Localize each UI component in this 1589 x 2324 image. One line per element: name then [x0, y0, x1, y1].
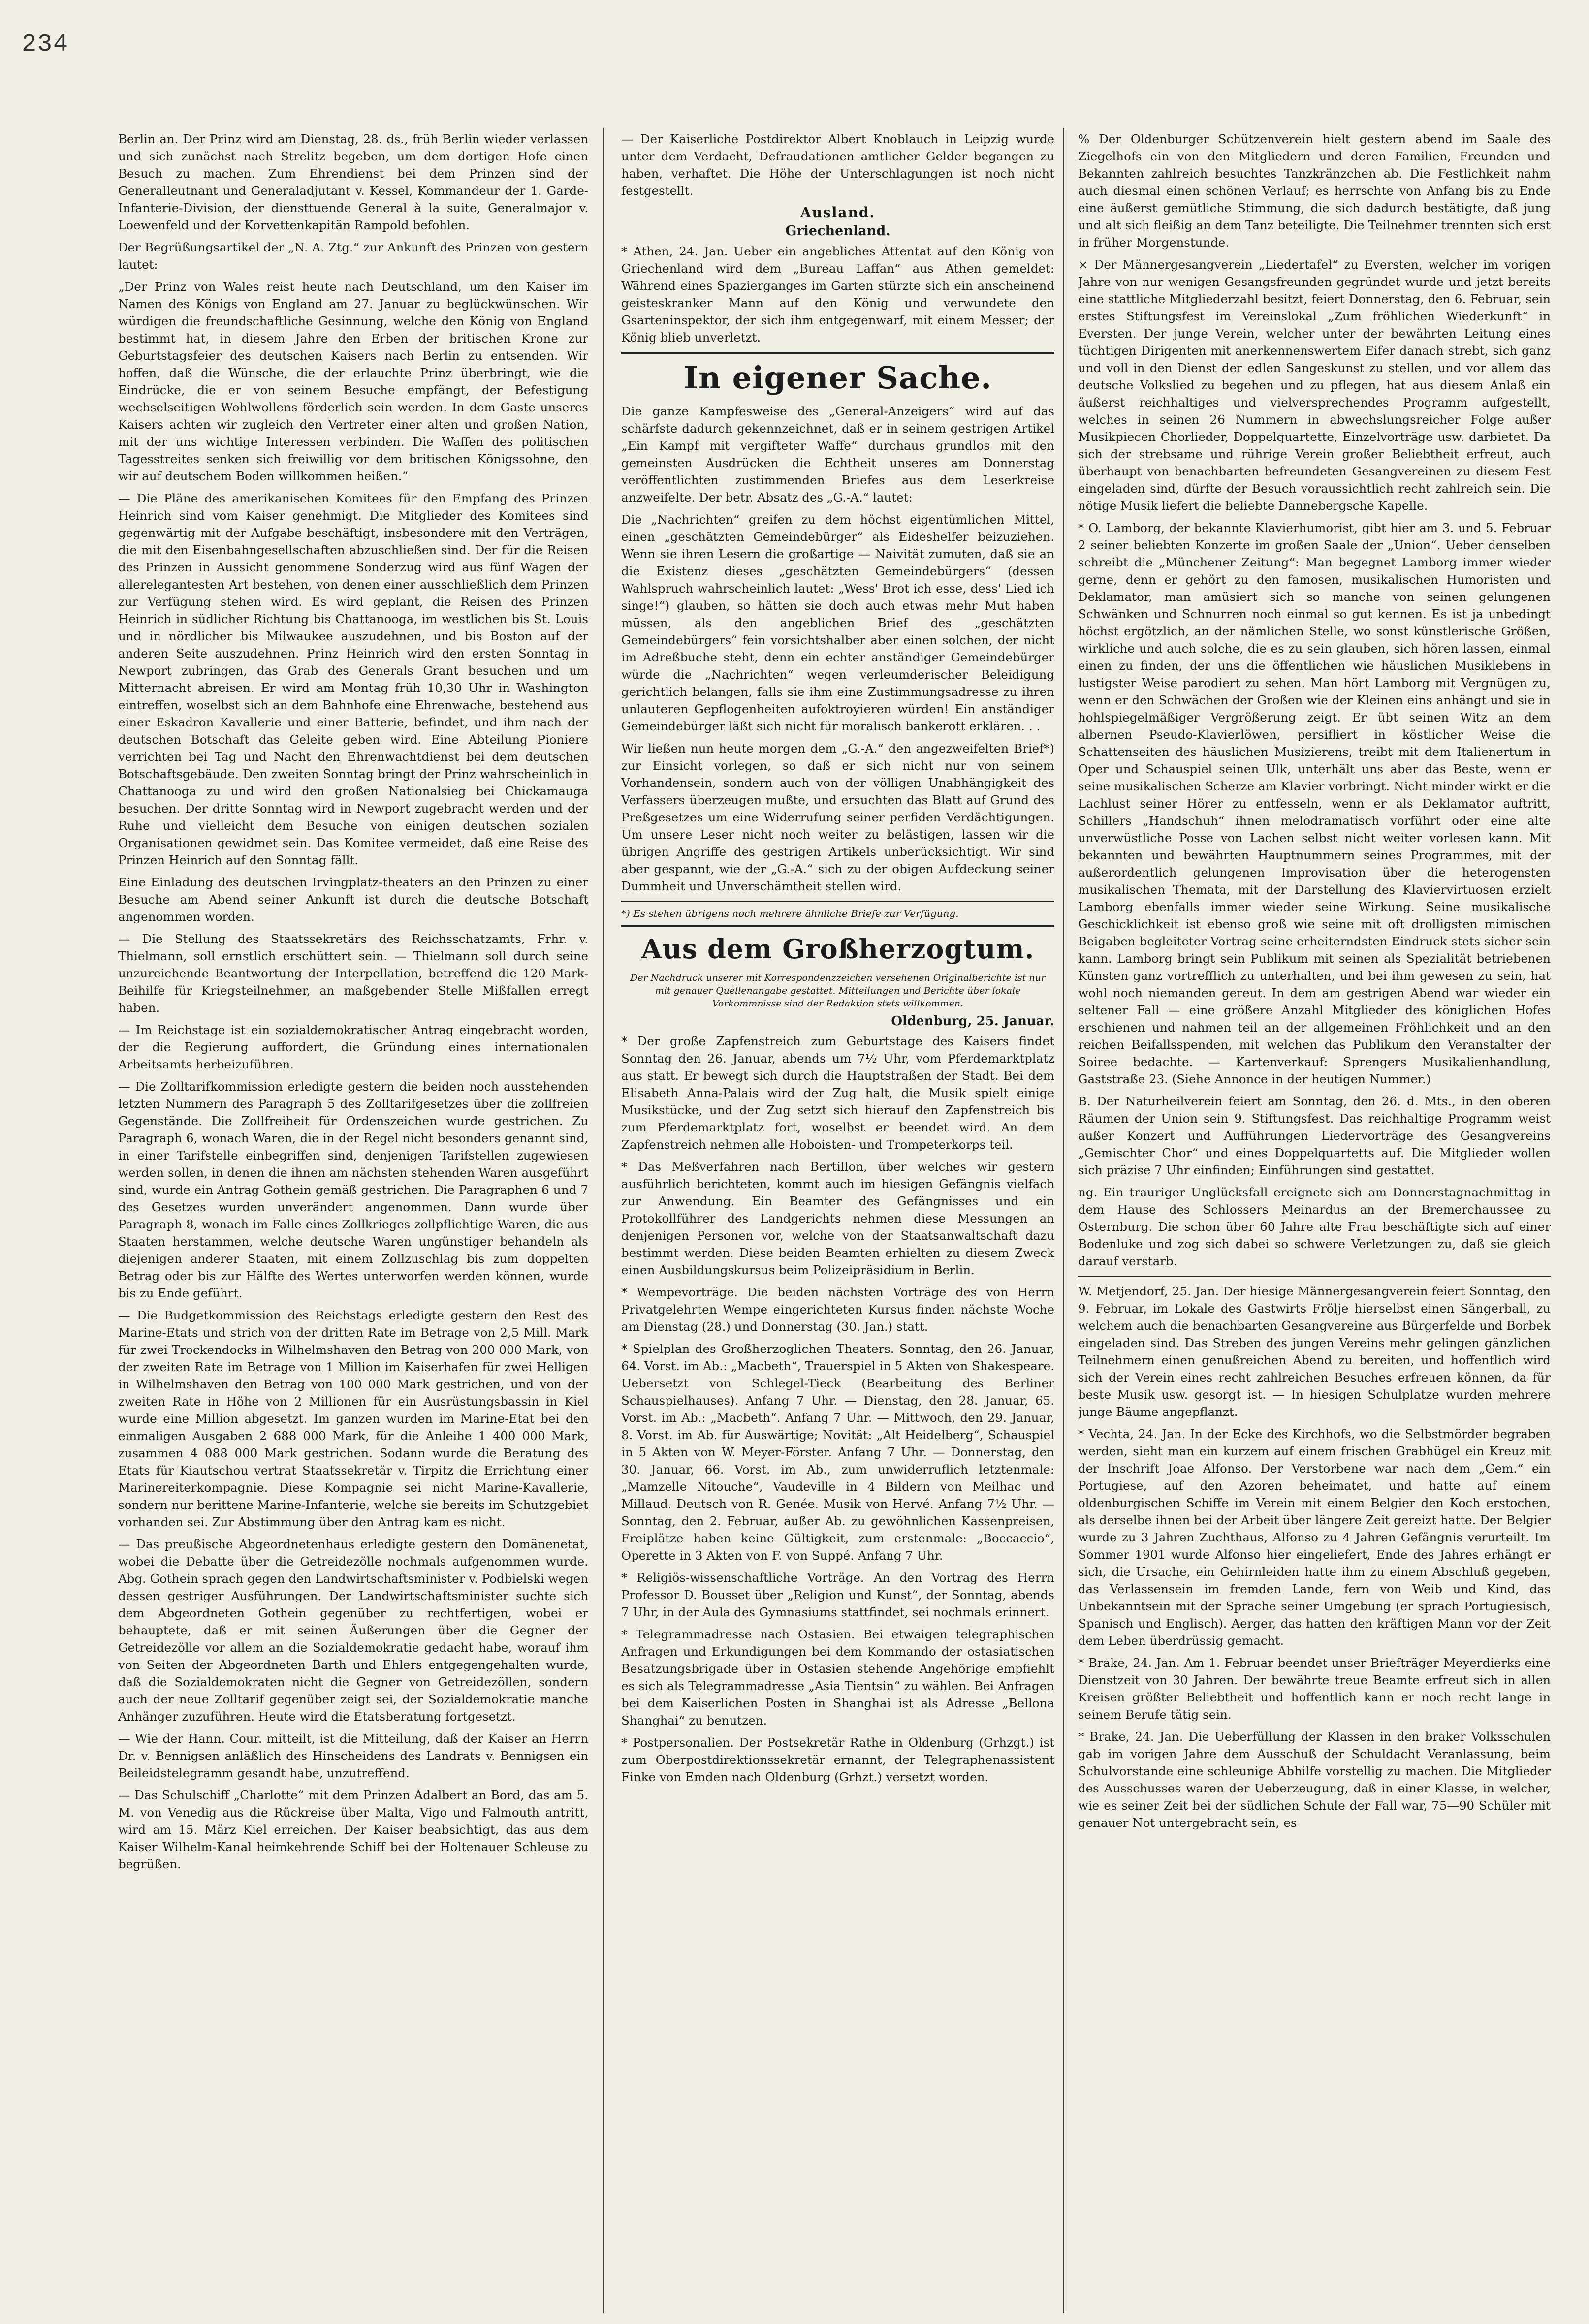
article-paragraph: — Das preußische Abgeordnetenhaus erledigte gestern den Domänenetat, wobei die Debatte über die Getreidezölle nochmals aufgenommen wurde. Abg. Gothein sprach gegen den Landwirtschaftsminister v. Podbielski wegen dessen gestriger Ausführungen. Der Landwirtschaftsminister suchte sich dem Abgeordneten Gothein gegenüber zu rechtfertigen, wobei er behauptete, daß er mit seinen Äußerungen über die Gegner der Getreidezölle vor allem an die Sozialdemokratie gedacht habe, worauf ihm von Seiten der Abgeordneten Barth und Ehlers entgegengehalten wurde, daß die Sozialdemokraten nicht die Gegner von Getreidezöllen, sondern auch der neue Zolltarif gegenüber zeigt sei, der Sozialdemokratie manche Anhänger zuzuführen. Heute wird die Etatsberatung fortgesetzt. — [118, 1537, 588, 1724]
column-rule — [603, 128, 604, 2313]
divider — [1078, 1276, 1551, 1277]
divider — [621, 901, 1054, 902]
article-paragraph: × Der Männergesangverein „Liedertafel“ zu Eversten, welcher im vorigen Jahre von nur wenigen Gesangsfreunden gegründet wurde und jetzt bereits eine stattliche Mitgliederzahl besitzt, feiert Donnerstag, den 6. Februar, sein erstes Stiftungsfest im Vereinslokal „Zum fröhlichen Wiederkunft“ in Eversten. Der junge Verein, welcher unter der bewährten Leitung eines tüchtigen Dirigenten mit anerkennenswertem Eifer danach strebt, sich ganz und voll in den Dienst der edlen Sangeskunst zu stellen, und vor allem das deutsche Volkslied zu begehen und zu pflegen, hat aus diesem Anlaß ein äußerst reichhaltiges und vielversprechendes Programm aufgestellt, welches in seinen 26 Nummern in abwechslungsreicher Folge außer Musikpiecen Chorlieder, Doppelquartette, Einzelvorträge usw. darbietet. Da sich der strebsame und rührige Verein großer Beliebtheit erfreut, auch überhaupt von benachbarten befreundeten Gesangvereinen zu diesem Fest eingeladen sind, dürfte der Besuch voraussichtlich recht zahlreich sein. Die nötige Musik liefert die beliebte Dannebergsche Kapelle. — [1078, 257, 1551, 513]
article-paragraph: * Vechta, 24. Jan. In der Ecke des Kirchhofs, wo die Selbstmörder begraben werden, sieht man ein kurzem auf einem frischen Grabhügel ein Kreuz mit der Inschrift Joae Alfonso. Der Verstorbene war nach dem „Gem.“ ein Portugiese, auf den Azoren beheimatet, und hatte auf einem oldenburgischen Schiffe im Verein mit einem Belgier den Koch erstochen, als derselbe ihnen bei der Arbeit über längere Zeit gereizt hatte. Der Belgier wurde zu 3 Jahren Zuchthaus, Alfonso zu 4 Jahren Gefängnis verurteilt. Im Sommer 1901 wurde Alfonso hier eingeliefert, Ende des Jahres erhängt er sich, die Ursache, ein Gehirnleiden hatte ihm zu einem Abschluß gegeben, das Verlassensein im fremden Lande, fern von Weib und Kind, das Unbekanntsein mit der Sprache seiner Umgebung (er sprach Portugiesisch, Spanisch und Englisch). Aerger, das hatten den kräftigen Mann vor der Zeit dem Leben überdrüssig gemacht. — [1078, 1427, 1551, 1648]
article-paragraph: * Wempevorträge. Die beiden nächsten Vorträge des von Herrn Privatgelehrten Wempe eingerichteten Kursus finden nächste Woche am Dienstag (28.) und Donnerstag (30. Jan.) statt. — [621, 1285, 1054, 1334]
article-paragraph: * O. Lamborg, der bekannte Klavierhumorist, gibt hier am 3. und 5. Februar 2 seiner beliebten Konzerte im großen Saale der „Union“. Ueber denselben schreibt die „Münchener Zeitung“: Man begegnet Lamborg immer wieder gerne, denn er gehört zu den famosen, musikalischen Humoristen und Deklamator, man amüsiert sich so manche von seinen gelungenen Schwänken und Schnurren noch einmal so gut kennen. Es ist ja unbedingt höchst ergötzlich, an der nämlichen Stelle, wo sonst künstlerische Größen, wirkliche und auch solche, die es zu sein glauben, sich hören lassen, einmal einen zu finden, der uns die öffentlichen wie häuslichen Musiklebens in lustigster Weise parodiert zu sehen. Man hört Lamborg mit Vergnügen zu, wenn er den Schwächen der Großen wie der Kleinen eins anhängt und sie in hohlspiegelmäßiger Vergrößerung zeigt. Er übt seinen Witz an dem albernen Pseudo-Klavierlöwen, persifliert in köstlicher Weise die Schattenseiten des häuslichen Musizierens, treibt mit dem Italienertum in Oper und Schauspiel seinen Ulk, unterhält uns aber das Beste, wenn er seine musikalischen Scherze am Klavier vorbringt. Nicht minder wirkt er die Lachlust seiner Hörer zu entfesseln, wenn er als Deklamator auftritt, Schillers „Handschuh“ ihnen melodramatisch vorführt oder eine alte unverwüstliche Posse von Lachen selbst nicht weiter vorlesen kann. Mit bekannten und bewährten Hauptnummern seines Programmes, mit der außerordentlich gelungenen Improvisation über die heterogensten musikalischen Themata, mit der Darstellung des Klaviervirtuosen erzielt Lamborg ebenfalls immer wieder seine Wirkung. Seine musikalische Geschicklichkeit ist ebenso groß wie seine mit oft drolligsten mimischen Beigaben begleiteter Vortrag seine erheiterndsten Eindruck stets sicher sein kann. Lamborg bringt sein Publikum mit seinen als Spezialität betriebenen Künsten ganz vortrefflich zu unterhalten, und bei ihm gewesen zu sein, hat wohl noch niemanden gereut. In dem am gestrigen Abend war wieder ein seltener Fall — eine größere Anzahl Mitglieder des königlichen Hofes erschienen und nahmen teil an der allgemeinen Fröhlichkeit und an den reichen Beifallsspenden, mit welchen das Publikum den Veranstalter der Soiree bedachte. — Kartenverkauf: Sprengers Musikalienhandlung, Gaststraße 23. (Siehe Annonce in der heutigen Nummer.) — [1078, 521, 1551, 1086]
article-paragraph: — Der Kaiserliche Postdirektor Albert Knoblauch in Leipzig wurde unter dem Verdacht, Defraudationen amtlicher Gelder begangen zu haben, verhaftet. Die Höhe der Unterschlagungen ist noch nicht festgestellt. — [621, 132, 1054, 198]
article-paragraph: „Der Prinz von Wales reist heute nach Deutschland, um den Kaiser im Namen des Königs von England am 27. Januar zu beglückwünschen. Wir würdigen die freundschaftliche Gesinnung, welche den König von England bestimmt hat, in diesem Jahre den Erben der britischen Krone zur Geburtstagsfeier des deutschen Kaisers nach Berlin zu entsenden. Wir hoffen, daß die Wünsche, die der erlauchte Prinz überbringt, wie die Eindrücke, die er von seinem Besuche empfängt, der Befestigung wechselseitigen Wohlwollens förderlich sein werden. In dem Gaste unseres Kaisers achten wir zugleich den Vertreter einer alten und großen Nation, mit der uns wichtige Interessen verbinden. Die Waffen des politischen Tagesstreites senken sich freiwillig vor dem britischen Königssohne, den wir auf deutschem Boden willkommen heißen.“ — [118, 280, 588, 483]
article-paragraph: Eine Einladung des deutschen Irvingplatz-theaters an den Prinzen zu einer Besuche am Abend seiner Ankunft ist durch die deutsche Botschaft angenommen worden. — [118, 875, 588, 924]
article-paragraph: — Das Schulschiff „Charlotte“ mit dem Prinzen Adalbert an Bord, das am 5. M. von Venedig aus die Rückreise über Malta, Vigo und Falmouth antritt, wird am 15. März Kiel erreichen. Der Kaiser beabsichtigt, das aus dem Kaiser Wilhelm-Kanal heimkehrende Schiff bei der Holtenauer Schleuse zu begrüßen. — [118, 1788, 588, 1871]
article-paragraph: Die ganze Kampfesweise des „General-Anzeigers“ wird auf das schärfste dadurch gekennzeichnet, daß er in seinem gestrigen Artikel „Ein Kampf mit vergifteter Waffe“ durchaus grundlos mit den gemeinsten Ausdrücken die Echtheit unseres am Donnerstag veröffentlichten zustimmenden Briefes aus dem Leserkreise anzweifelte. Der betr. Absatz des „G.-A.“ lautet: — [621, 404, 1054, 504]
article-paragraph: Der Begrüßungsartikel der „N. A. Ztg.“ zur Ankunft des Prinzen von gestern lautet: — [118, 240, 588, 272]
divider — [621, 352, 1054, 354]
article-paragraph: * Brake, 24. Jan. Am 1. Februar beendet unser Briefträger Meyerdierks eine Dienstzeit von 30 Jahren. Der bewährte treue Beamte erfreut sich in allen Kreisen größter Beliebtheit und hoffentlich kann er noch recht lange in seinem Berufe tätig sein. — [1078, 1656, 1551, 1722]
column-rule — [1063, 128, 1064, 2313]
article-paragraph: Berlin an. Der Prinz wird am Dienstag, 28. ds., früh Berlin wieder verlassen und sich zunächst nach Strelitz begeben, um dem dortigen Hofe einen Besuch zu machen. Zum Ehrendienst bei dem Prinzen sind der Generalleutnant und Generaladjutant v. Kessel, Kommandeur der 1. Garde-Infanterie-Division, der diensttuende General à la suite, Generalmajor v. Loewenfeld und der Korvettenkapitän Rampold befohlen. — [118, 132, 588, 232]
column-middle — [621, 130, 1054, 2306]
page-number: 234 — [22, 31, 69, 59]
column-left — [118, 130, 588, 2306]
article-paragraph: * Spielplan des Großherzoglichen Theaters. Sonntag, den 26. Januar, 64. Vorst. im Ab.: „Macbeth“, Trauerspiel in 5 Akten von Shakespeare. Uebersetzt von Schlegel-Tieck (Bearbeitung des Berliner Schauspielhauses). Anfang 7 Uhr. — Dienstag, den 28. Januar, 65. Vorst. im Ab.: „Macbeth“. Anfang 7 Uhr. — Mittwoch, den 29. Januar, 8. Vorst. im Ab. für Auswärtige; Novität: „Alt Heidelberg“, Schauspiel in 5 Akten von W. Meyer-Förster. Anfang 7 Uhr. — Donnerstag, den 30. Januar, 66. Vorst. im Ab., zum unwiderruflich letztenmale: „Mamzelle Nitouche“, Vaudeville in 4 Bildern von Meilhac und Millaud. Deutsch von R. Genée. Musik von Hervé. Anfang 7½ Uhr. — Sonntag, den 2. Februar, außer Ab. zu gewöhnlichen Kassenpreisen, Freiplätze haben keine Gültigkeit, zum erstenmale: „Boccaccio“, Operette in 3 Akten von F. von Suppé. Anfang 7 Uhr. — [621, 1342, 1054, 1563]
article-paragraph: Wir ließen nun heute morgen dem „G.-A.“ den angezweifelten Brief*) zur Einsicht vorlegen, so daß er sich nicht nur von seinem Vorhandensein, sondern auch von der völligen Unabhängigkeit des Verfassers überzeugen mußte, und ersuchten das Blatt auf Grund des Preßgesetzes um eine Widerrufung seiner perfiden Verdächtigungen. Um unsere Leser nicht noch weiter zu belästigen, lassen wir die übrigen Angriffe des gestrigen Artikels unberücksichtigt. Wir sind aber gespannt, wie der „G.-A.“ sich zu der obigen Aufdeckung seiner Dummheit und Unverschämtheit stellen wird. — [621, 741, 1054, 893]
article-paragraph: — Die Zolltarifkommission erledigte gestern die beiden noch ausstehenden letzten Nummern des Paragraph 5 des Zolltarifgesetzes über die zollfreien Gegenstände. Die Zollfreiheit für Ordenszeichen wurde gestrichen. Zu Paragraph 6, wonach Waren, die in der Regel nicht besonders genannt sind, in einer Tarifstelle einbegriffen sind, denjenigen Tarifstellen zugewiesen werden sollen, in denen die ihnen am nächsten stehenden Waren ausgeführt sind, wurde ein Antrag Gothein gemäß gestrichen. Die Paragraphen 6 und 7 des Gesetzes wurden unverändert angenommen. Dann wurde über Paragraph 8, wonach im Falle eines Zollkrieges zollpflichtige Waren, die aus Staaten herstammen, welche deutsche Waren ungünstiger behandeln als diejenigen anderer Staaten, mit einem Zollzuschlag bis zum doppelten Betrag oder bis zur Hälfte des Wertes unterworfen werden können, wurde bis zu Ende geführt. — [118, 1079, 588, 1300]
column-right — [1078, 130, 1551, 2306]
article-paragraph: * Postpersonalien. Der Postsekretär Rathe in Oldenburg (Grhzgt.) ist zum Oberpostdirektionssekretär ernannt, der Telegraphenassistent Finke von Emden nach Oldenburg (Grhzt.) versetzt worden. — [621, 1735, 1054, 1784]
quoted-paragraph: Die „Nachrichten“ greifen zu dem höchst eigentümlichen Mittel, einen „geschätzten Gemeindebürger“ als Eideshelfer beizuziehen. Wenn sie ihren Lesern die großartige — Naivität zumuten, daß sie an die Existenz dieses „geschätzten Gemeindebürgers“ (dessen Wahlspruch wahrscheinlich lautet: „Wess' Brot ich esse, dess' Lied ich singe!“) glauben, so hätten sie doch auch etwas mehr Mut haben müssen, als den angeblichen Brief des „geschätzten Gemeindebürgers“ fein vorsichtshalber aber einen solchen, der nicht im Adreßbuche steht, denn ein echter anständiger Gemeindebürger würde die „Nachrichten“ wegen verleumderischer Beleidigung gerichtlich belangen, falls sie ihm eine Zustimmungsadresse zu ihren unlauteren Gepflogenheiten aufoktroyieren würden! Ein anständiger Gemeindebürger läßt sich nicht für moralisch bankerott erklären. . . — [621, 512, 1054, 733]
headline-aus-dem-grossherzogtum: Aus dem Großherzogtum. — [641, 933, 1035, 965]
article-paragraph: — Die Pläne des amerikanischen Komitees für den Empfang des Prinzen Heinrich sind vom Kaiser genehmigt. Die Mitglieder des Komitees sind gegenwärtig mit der Aufgabe beschäftigt, insbesondere mit den Verträgen, die mit den Eisenbahngesellschaften abzuschließen sind. Der für die Reisen des Prinzen in Aussicht genommene Sonderzug wird aus fünf Wagen der allerelegantesten Art bestehen, von denen einer ausschließlich dem Prinzen zur Verfügung stehen wird. Es wird geplant, die Reisen des Prinzen Heinrich in südlicher Richtung bis Chattanooga, im westlichen bis St. Louis und in nördlicher bis Milwaukee auszudehnen, und bis Boston auf der anderen Seite auszudehnen. Prinz Heinrich wird den ersten Sonntag in Newport zubringen, das Grab des Generals Grant besuchen und um Mitternacht abreisen. Er wird am Montag früh 10,30 Uhr in Washington eintreffen, woselbst sich an dem Bahnhofe eine Ehrenwache, bestehend aus einer Eskadron Kavallerie und einer Batterie, befindet, und ihm nach der deutschen Botschaft das Geleite geben wird. Eine Abteilung Pioniere verrichten bei Tag und Nacht den Ehrenwachtdienst bei dem deutschen Botschaftsgebäude. Den zweiten Sonntag bringt der Prinz wahrscheinlich in Chattanooga zu und wird den großen Nationalsieg bei Chickamauga besuchen. Der dritte Sonntag wird in Newport zugebracht werden und der Ruhe und vielleicht dem Besuche von einigen deutschen sozialen Organisationen gewidmet sein. Das Komitee vermeidet, daß eine Reise des Prinzen Heinrich auf den Sonntag fällt. — [118, 491, 588, 867]
footnote: *) Es stehen übrigens noch mehrere ähnliche Briefe zur Verfügung. — [621, 908, 959, 919]
article-paragraph: — Die Budgetkommission des Reichstags erledigte gestern den Rest des Marine-Etats und strich von der dritten Rate im Betrage von 2,5 Mill. Mark für zwei Trockendocks in Wilhelmshaven den Betrag von 200 000 Mark, von der zweiten Rate im Betrage von 1 Million im Kaiserhafen für zwei Helligen in Wilhelmshaven den Betrag von 100 000 Mark gestrichen, und von der zweiten Rate in Höhe von 2 Millionen für ein Ausrüstungsbassin in Kiel wurde eine Million abgesetzt. Im ganzen wurden im Marine-Etat bei den einmaligen Ausgaben 2 688 000 Mark, für die Anleihe 1 400 000 Mark, zusammen 4 088 000 Mark gestrichen. Sodann wurde die Beratung des Etats für Kiautschou vertrat Staatssekretär v. Tirpitz die Errichtung einer Marinereiterkompagnie. Diese Kompagnie sei nicht Marine-Kavallerie, sondern nur berittene Marine-Infanterie, welche sie bereits im Schutzgebiet vorhanden sei. Zur Abstimmung über den Antrag kam es nicht. — [118, 1308, 588, 1529]
article-paragraph: * Der große Zapfenstreich zum Geburtstage des Kaisers findet Sonntag den 26. Januar, abends um 7½ Uhr, vom Pferdemarktplatz aus statt. Er bewegt sich durch die Hauptstraßen der Stadt. Bei dem Elisabeth Anna-Palais wird der Zug halt, die Musik spielt einige Musikstücke, und der Zug setzt sich hierauf den Zapfenstreich bis zum Pferdemarktplatz fort, woselbst er beendet wird. An dem Zapfenstreich nehmen alle Hoboisten- und Trompeterkorps teil. — [621, 1034, 1054, 1152]
article-paragraph: * Brake, 24. Jan. Die Ueberfüllung der Klassen in den braker Volksschulen gab im vorigen Jahre dem Ausschuß der Schuldacht Veranlassung, beim Schulvorstande eine schleunige Abhilfe vorstellig zu machen. Die Mitglieder des Ausschusses waren der Ueberzeugung, daß in einer Klasse, in welcher, wie es seiner Zeit bei der südlichen Schule der Fall war, 75—90 Schüler mit genauer Not untergebracht sein, es — [1078, 1729, 1551, 1830]
article-paragraph: — Im Reichstage ist ein sozialdemokratischer Antrag eingebracht worden, der die Regierung auffordert, die Gründung eines internationalen Arbeitsamts herbeizuführen. — [118, 1023, 588, 1071]
section-heading-ausland: Ausland. — [800, 204, 876, 220]
article-paragraph: B. Der Naturheilverein feiert am Sonntag, den 26. d. Mts., in den oberen Räumen der Union sein 9. Stiftungsfest. Das reichhaltige Programm weist außer Konzert und Aufführungen Liedervorträge des Gesangvereins „Gemischter Chor“ und eines Doppelquartetts auf. Die Mitglieder wollen sich präzise 7 Uhr einfinden; Einführungen sind gestattet. — [1078, 1094, 1551, 1177]
article-paragraph: ng. Ein trauriger Unglücksfall ereignete sich am Donnerstagnachmittag in dem Hause des Schlossers Meinardus an der Bremerchaussee zu Osternburg. Die schon über 60 Jahre alte Frau beschäftigte sich auf einer Bodenluke und zog sich dabei so schwere Verletzungen zu, daß sie gleich darauf verstarb. — [1078, 1185, 1551, 1268]
article-paragraph: — Die Stellung des Staatssekretärs des Reichsschatzamts, Frhr. v. Thielmann, soll ernstlich erschüttert sein. — Thielmann soll durch seine unzureichende Beantwortung der Interpellation, betreffend die 120 Mark-Beihilfe für Kriegsteilnehmer, an maßgebender Stelle Mißfallen erregt haben. — [118, 932, 588, 1015]
divider — [621, 925, 1054, 927]
subheading-griechenland: Griechenland. — [785, 223, 890, 239]
article-paragraph: — Wie der Hann. Cour. mitteilt, ist die Mitteilung, daß der Kaiser an Herrn Dr. v. Bennigsen anläßlich des Hinscheidens des Landrats v. Bennigsen ein Beileidstelegramm gesandt habe, unzutreffend. — [118, 1731, 588, 1780]
headline-in-eigener-sache: In eigener Sache. — [683, 360, 992, 396]
article-paragraph: * Athen, 24. Jan. Ueber ein angebliches Attentat auf den König von Griechenland wird dem „Bureau Laffan“ aus Athen gemeldet: Während eines Spazierganges im Garten stürzte sich ein anscheinend geisteskranker Mann auf den König und verwundete den Gsarteninspektor, der sich ihm entgegenwarf, mit einem Messer; der König blieb unverletzt. — [621, 244, 1054, 345]
article-paragraph: * Das Meßverfahren nach Bertillon, über welches wir gestern ausführlich berichteten, kommt auch im hiesigen Gefängnis vielfach zur Anwendung. Ein Beamter des Gefängnisses und ein Protokollführer des Landgerichts nehmen diese Messungen an denjenigen Personen vor, welche von der Staatsanwaltschaft dazu bestimmt werden. Diese beiden Beamten erhielten zu diesem Zweck einen Ausbildungskursus beim Polizeipräsidium in Berlin. — [621, 1160, 1054, 1277]
reprint-note: Der Nachdruck unserer mit Korrespondenzzeichen versehenen Originalberichte ist nur mit genauer Quellenangabe gestattet. Mitteilungen und Berichte über lokale Vorkommnisse sind der Redaktion stets willkommen. — [630, 973, 1046, 1009]
article-paragraph: * Religiös-wissenschaftliche Vorträge. An den Vortrag des Herrn Professor D. Bousset über „Religion und Kunst“, der Sonntag, abends 7 Uhr, in der Aula des Gymnasiums stattfindet, sei nochmals erinnert. — [621, 1570, 1054, 1619]
article-paragraph: W. Metjendorf, 25. Jan. Der hiesige Männergesangverein feiert Sonntag, den 9. Februar, im Lokale des Gastwirts Frölje hierselbst einen Sängerball, zu welchem auch die benachbarten Gesangvereine aus Bürgerfelde und Borbek eingeladen sind. Das Streben des jungen Vereins mehr gelingen gänzlichen Teilnehmern einen genußreichen Abend zu bereiten, und hoffentlich wird sich der Verein eines recht zahlreichen Besuches erfreuen können, da für beste Musik usw. gesorgt ist. — In hiesigen Schulplatze wurden mehrere junge Bäume angepflanzt. — [1078, 1284, 1551, 1419]
article-paragraph: * Telegrammadresse nach Ostasien. Bei etwaigen telegraphischen Anfragen und Erkundigungen bei dem Kommando der ostasiatischen Besatzungsbrigade über in Ostasien stehende Angehörige empfiehlt es sich als Telegrammadresse „Asia Tientsin“ zu wählen. Bei Anfragen bei dem Kaiserlichen Posten in Shanghai ist als Adresse „Bellona Shanghai“ zu benutzen. — [621, 1627, 1054, 1727]
dateline: Oldenburg, 25. Januar. — [891, 1014, 1054, 1029]
article-paragraph: % Der Oldenburger Schützenverein hielt gestern abend im Saale des Ziegelhofs ein von den Mitgliedern und deren Familien, Freunden und Bekannten zahlreich besuchtes Tanzkränzchen ab. Die Festlichkeit nahm auch diesmal einen schönen Verlauf; es herrschte von Anfang bis zu Ende eine äußerst gemütliche Stimmung, die sich dadurch bestätigte, daß jung und alt sich fleißig an dem Tanz beteiligte. Die Teilnehmer trennten sich erst in früher Morgenstunde. — [1078, 132, 1551, 250]
